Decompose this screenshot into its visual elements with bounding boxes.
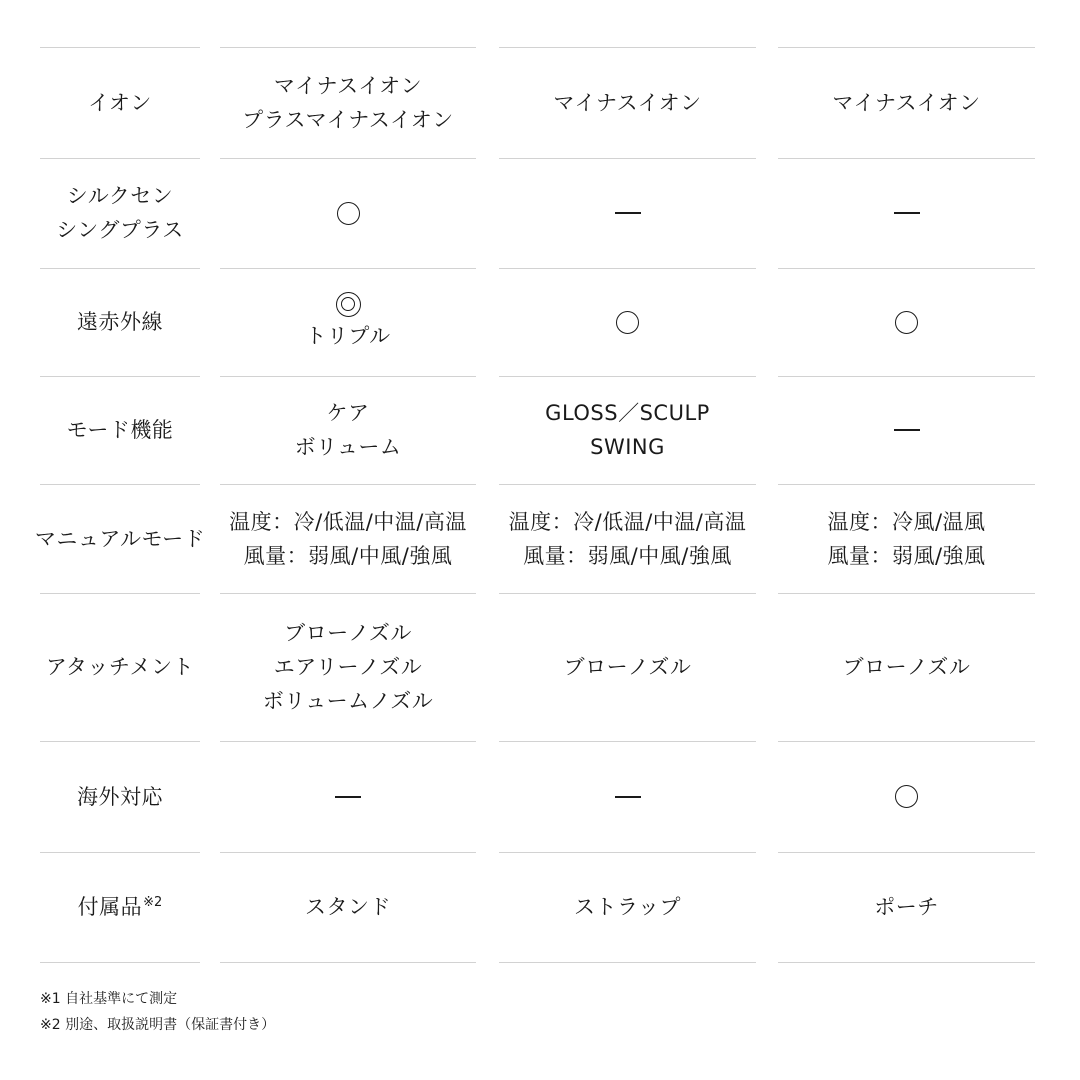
value-cell-model-2 <box>499 47 756 158</box>
circle-icon <box>337 202 360 225</box>
table-row-accessories <box>0 852 1080 962</box>
circle-icon <box>895 311 918 334</box>
value-text: ボリュームノズル <box>262 689 434 713</box>
footnote-2: ※2 別途、取扱説明書（保証書付き） <box>40 1017 276 1033</box>
value-text: 温度：冷/低温/中温/高温 <box>508 509 747 534</box>
value-cell-model-3 <box>778 47 1035 158</box>
value-text: マイナスイオン <box>832 90 981 115</box>
row-label <box>40 268 200 376</box>
row-label-line: モード機能 <box>66 418 174 442</box>
value-cell-model-1 <box>220 376 476 484</box>
row-label <box>40 593 200 741</box>
row-label-line: アタッチメント <box>45 655 195 679</box>
row-label <box>40 741 200 852</box>
row-label-line: 遠赤外線 <box>77 310 163 334</box>
row-label <box>34 484 206 593</box>
value-text: ケア <box>326 401 370 425</box>
row-label-line: 海外対応 <box>77 784 163 809</box>
row-label <box>40 852 200 962</box>
table-row-attachment <box>0 593 1080 741</box>
circle-icon <box>895 785 918 808</box>
not-available-dash-icon <box>615 796 641 798</box>
footnotes <box>40 986 275 1038</box>
row-label <box>40 158 200 268</box>
value-cell-model-1 <box>220 268 476 376</box>
footnote-ref: ※2 <box>143 895 163 910</box>
value-text: エアリーノズル <box>273 655 423 679</box>
value-cell-model-3 <box>778 158 1035 268</box>
value-cell-model-2 <box>499 158 756 268</box>
value-cell-model-1 <box>220 593 476 741</box>
value-text: 温度：冷/低温/中温/高温 <box>229 509 467 534</box>
not-available-dash-icon <box>894 429 920 431</box>
value-cell-model-2 <box>499 484 756 593</box>
value-cell-model-3 <box>778 484 1035 593</box>
value-cell-model-1 <box>220 741 476 852</box>
value-text: GLOSS／SCULP <box>545 401 710 425</box>
row-label-line: マニュアルモード <box>34 526 206 551</box>
value-cell-model-3 <box>778 741 1035 852</box>
value-text: 風量：弱風/中風/強風 <box>523 543 732 568</box>
table-row-far-infrared <box>0 268 1080 376</box>
table-row-mode-function <box>0 376 1080 484</box>
circle-icon <box>616 311 639 334</box>
value-text: 風量：弱風/強風 <box>827 543 986 568</box>
value-cell-model-2 <box>499 741 756 852</box>
value-text: スタンド <box>305 895 391 919</box>
table-row-silk-sensing-plus <box>0 158 1080 268</box>
value-cell-model-3 <box>778 268 1035 376</box>
row-label-line: シルクセン <box>66 184 174 208</box>
value-text: ポーチ <box>874 895 939 919</box>
value-text: ボリューム <box>294 435 402 459</box>
value-cell-model-3 <box>778 852 1035 962</box>
table-row-manual-mode <box>0 484 1080 593</box>
value-text: 風量：弱風/中風/強風 <box>243 543 453 568</box>
row-divider <box>778 962 1035 963</box>
double-circle-icon <box>336 292 361 317</box>
row-label <box>40 376 200 484</box>
not-available-dash-icon <box>615 212 641 214</box>
value-text: 温度：冷風/温風 <box>827 509 986 534</box>
row-divider <box>220 962 476 963</box>
value-cell-model-3 <box>778 376 1035 484</box>
row-label <box>40 47 200 158</box>
value-cell-model-2 <box>499 852 756 962</box>
row-divider <box>499 962 756 963</box>
value-cell-model-2 <box>499 376 756 484</box>
row-divider <box>40 962 200 963</box>
value-cell-model-1 <box>220 484 476 593</box>
value-cell-model-1 <box>220 852 476 962</box>
not-available-dash-icon <box>335 796 361 798</box>
value-text: マイナスイオン <box>273 73 423 98</box>
value-text: ストラップ <box>573 895 682 919</box>
value-text: ブローノズル <box>563 655 692 679</box>
value-cell-model-1 <box>220 158 476 268</box>
row-label-line: シングプラス <box>56 218 184 242</box>
value-cell-model-2 <box>499 593 756 741</box>
footnote-1: ※1 自社基準にて測定 <box>40 991 178 1007</box>
table-row-overseas-support <box>0 741 1080 852</box>
value-text: トリプル <box>305 323 391 348</box>
value-cell-model-2 <box>499 268 756 376</box>
value-text: ブローノズル <box>842 655 971 679</box>
value-text: ブローノズル <box>284 621 412 645</box>
value-text: マイナスイオン <box>553 90 702 115</box>
table-row-ion <box>0 47 1080 158</box>
value-cell-model-1 <box>220 47 476 158</box>
value-cell-model-3 <box>778 593 1035 741</box>
value-text: プラスマイナスイオン <box>242 107 454 132</box>
row-label-line-wrap <box>78 890 163 924</box>
value-text: SWING <box>590 435 665 459</box>
row-label-line: イオン <box>88 90 152 115</box>
not-available-dash-icon <box>894 212 920 214</box>
row-label-line: 付属品 <box>77 895 143 919</box>
